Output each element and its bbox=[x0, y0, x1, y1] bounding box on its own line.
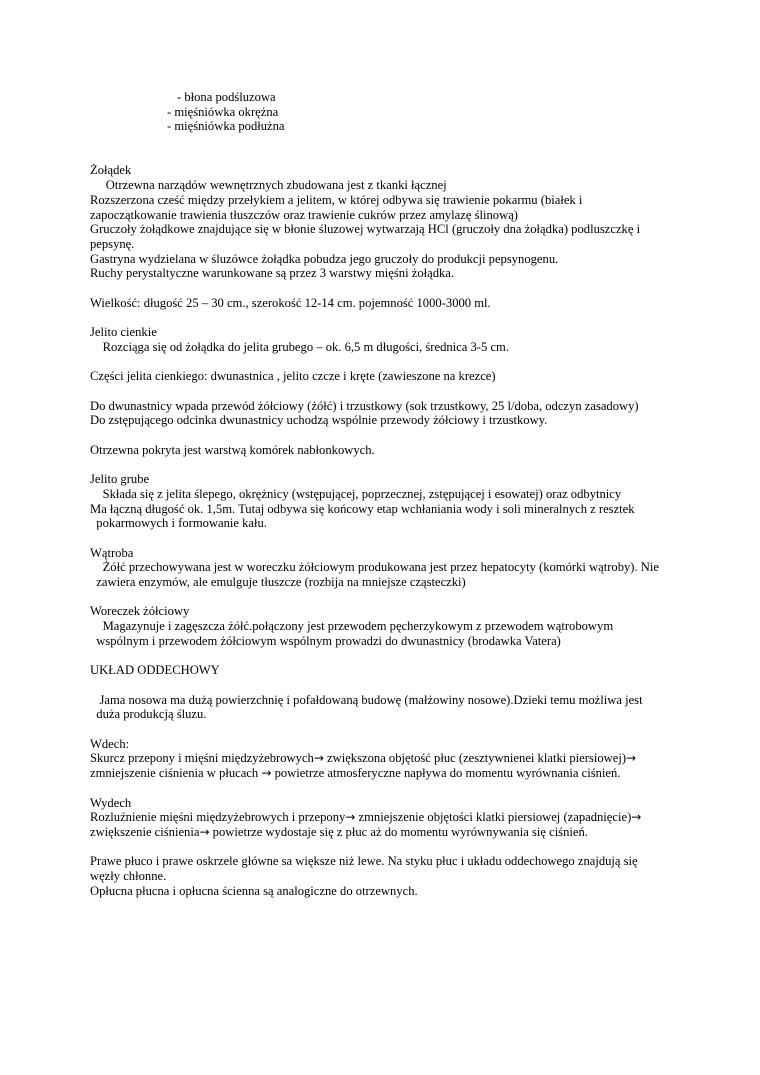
arrow-right-icon: → bbox=[313, 751, 324, 766]
text-fragment: zmniejszenie ciśnienia w płucach bbox=[90, 766, 262, 781]
paragraph-line: Jama nosowa ma dużą powierzchnię i pofałdowaną budowę (małżowiny nosowe).Dzieki temu możliwa jest bbox=[90, 692, 643, 707]
paragraph-line: Opłucna płucna i opłucna ścienna są analogiczne do otrzewnych. bbox=[90, 883, 418, 898]
paragraph-line: Gastryna wydzielana w śluzówce żołądka pobudza jego gruczoły do produkcji pepsynogenu. bbox=[90, 251, 559, 266]
paragraph-line: Części jelita cienkiego: dwunastnica , jelito czcze i kręte (zawieszone na krezce) bbox=[90, 369, 496, 384]
paragraph-line: zawiera enzymów, ale emulguje tłuszcze (rozbija na mniejsze cząsteczki) bbox=[90, 575, 466, 590]
paragraph-line: wspólnym i przewodem żółciowym wspólnym prowadzi do dwunastnicy (brodawka Vatera) bbox=[90, 633, 561, 648]
list-item: - błona podśluzowa bbox=[177, 90, 276, 104]
section-heading: Wdech: bbox=[90, 736, 130, 751]
paragraph-line: pepsynę. bbox=[90, 237, 135, 251]
paragraph-line: Magazynuje i zagęszcza żółć.połączony jest przewodem pęcherzykowym z przewodem wątrobowym bbox=[90, 619, 614, 634]
paragraph-line: Wielkość: długość 25 – 30 cm., szerokość 12-14 cm. pojemność 1000-3000 ml. bbox=[90, 295, 491, 310]
list-item: - mięśniówka okrężna bbox=[167, 104, 279, 119]
paragraph-line: Gruczoły żołądkowe znajdujące się w błonie śluzowej wytwarzają HCl (gruczoły dna żołądka) podluszczkę i bbox=[90, 222, 641, 237]
paragraph-line: pokarmowych i formowanie kału. bbox=[90, 516, 267, 531]
arrow-right-icon: → bbox=[261, 766, 272, 781]
arrow-right-icon: → bbox=[626, 751, 637, 766]
text-fragment: powietrze atmosferyczne napływa do momentu wyrównania ciśnień. bbox=[271, 766, 621, 781]
text-fragment: Skurcz przepony i mięśni międzyżebrowych bbox=[90, 751, 314, 766]
section-heading: Żołądek bbox=[90, 163, 132, 178]
paragraph-line: węzły chłonne. bbox=[90, 869, 167, 884]
arrow-right-icon: → bbox=[199, 824, 210, 839]
paragraph-line: Żółć przechowywana jest w woreczku żółciowym produkowana jest przez hepatocyty (komórki wątroby). Nie bbox=[90, 560, 659, 575]
text-fragment: Rozluźnienie mięśni międzyżebrowych i przepony bbox=[90, 810, 346, 825]
paragraph-line: Otrzewna narządów wewnętrznych zbudowana jest z tkanki łącznej bbox=[90, 178, 447, 193]
paragraph-line: Do dwunastnicy wpada przewód żółciowy (żółć) i trzustkowy (sok trzustkowy, 25 l/doba, odczyn zasadowy) bbox=[90, 398, 639, 413]
arrow-right-icon: → bbox=[345, 810, 356, 825]
paragraph-line bbox=[90, 751, 670, 766]
paragraph-line bbox=[90, 810, 670, 825]
section-heading: Wątroba bbox=[90, 545, 134, 560]
paragraph-line: zapoczątkowanie trawienia tłuszczów oraz trawienie cukrów przez amylazę ślinową) bbox=[90, 207, 518, 222]
section-heading: Jelito grube bbox=[90, 472, 150, 487]
section-heading: UKŁAD ODDECHOWY bbox=[90, 663, 220, 678]
paragraph-line: Rozciąga się od żołądka do jelita grubego – ok. 6,5 m długości, średnica 3-5 cm. bbox=[90, 339, 509, 354]
text-fragment: zmniejszenie objętości klatki piersiowej (zapadnięcie) bbox=[355, 810, 632, 825]
paragraph-line bbox=[90, 766, 670, 781]
section-heading: Wydech bbox=[90, 795, 132, 810]
paragraph-line: Ma łączną długość ok. 1,5m. Tutaj odbywa się końcowy etap wchłaniania wody i soli mineralnych z resztek bbox=[90, 501, 635, 516]
text-fragment: zwiększenie ciśnienia bbox=[90, 824, 200, 839]
paragraph-line bbox=[90, 825, 670, 840]
arrow-right-icon: → bbox=[631, 810, 642, 825]
section-heading: Jelito cienkie bbox=[90, 325, 157, 340]
text-fragment: powietrze wydostaje się z płuc aż do momentu wyrównywania się ciśnień. bbox=[209, 824, 588, 839]
paragraph-line: Rozszerzona cześć między przełykiem a jelitem, w której odbywa się trawienie pokarmu (białek i bbox=[90, 192, 583, 207]
paragraph-line: Prawe płuco i prawe oskrzele główne sa większe niż lewe. Na styku płuc i układu oddechowego znajdują się bbox=[90, 854, 638, 869]
paragraph-line: Ruchy perystaltyczne warunkowane są przez 3 warstwy mięśni żołądka. bbox=[90, 266, 455, 281]
paragraph-line: Składa się z jelita ślepego, okrężnicy (wstępującej, poprzecznej, zstępującej i esowatej) oraz odbytnicy bbox=[90, 486, 622, 501]
section-heading: Woreczek żółciowy bbox=[90, 604, 190, 619]
document-body bbox=[90, 90, 670, 898]
text-fragment: zwiększona objętość płuc (zesztywnienei klatki piersiowej) bbox=[323, 751, 627, 766]
list-item: - mięśniówka podłużna bbox=[167, 119, 285, 134]
paragraph-line: duża produkcją śluzu. bbox=[90, 707, 207, 722]
paragraph-line: Do zstępującego odcinka dwunastnicy uchodzą wspólnie przewody żółciowy i trzustkowy. bbox=[90, 413, 548, 428]
paragraph-line: Otrzewna pokryta jest warstwą komórek nabłonkowych. bbox=[90, 442, 375, 457]
